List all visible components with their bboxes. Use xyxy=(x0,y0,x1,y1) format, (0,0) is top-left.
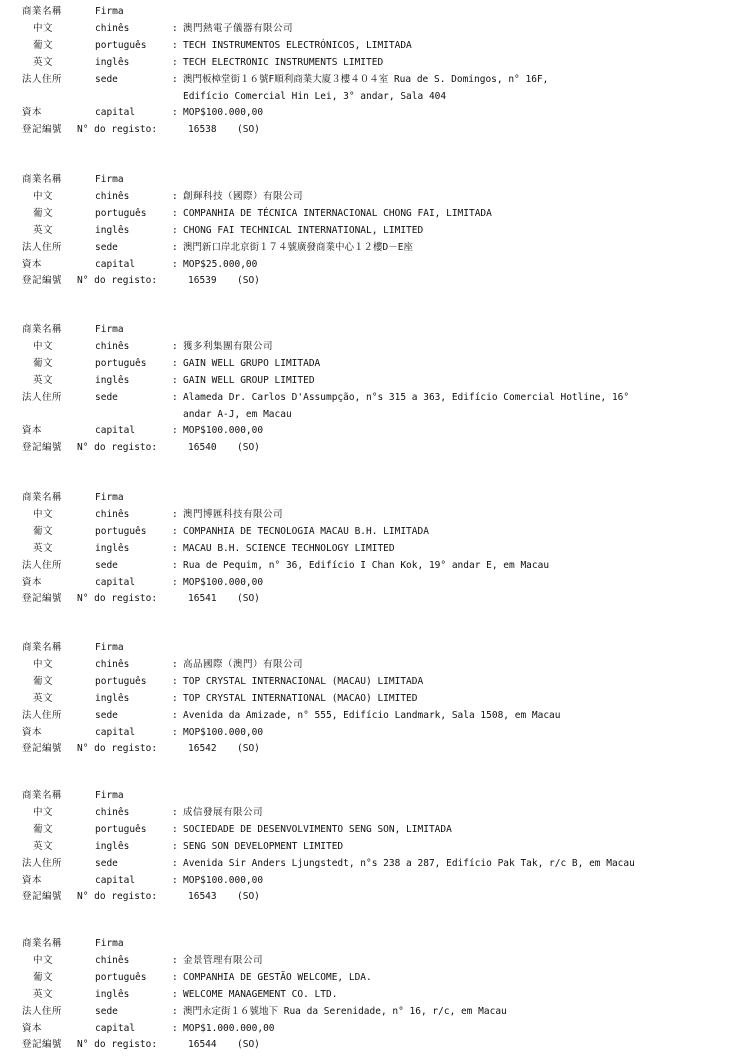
registo-row xyxy=(0,1036,742,1053)
registo-suffix: (SO) xyxy=(237,593,260,605)
registo-row xyxy=(0,590,742,607)
portuguese-name-row xyxy=(0,523,742,540)
portuguese-name-row xyxy=(0,37,742,54)
firma-label-zh: 商業名稱 xyxy=(22,492,63,503)
colon: : xyxy=(172,22,178,34)
english-name-label-zh: 英文 xyxy=(33,840,54,852)
portuguese-name-label-zh: 葡文 xyxy=(33,357,54,369)
sede-value: 澳門永定街１６號地下 Rua da Serenidade, n° 16, r/c, em Macau xyxy=(183,1005,507,1017)
sede-label-pt: sede xyxy=(95,709,118,721)
english-name-label-pt: inglês xyxy=(95,542,130,554)
portuguese-name-value: COMPANHIA DE TÉCNICA INTERNACIONAL CHONG FAI, LIMITADA xyxy=(183,207,492,219)
chinese-name-label-pt: chinês xyxy=(95,954,130,966)
colon: : xyxy=(172,391,178,403)
sede-value: Alameda Dr. Carlos D'Assumpção, n°s 315 a 363, Edifício Comercial Hotline, 16° xyxy=(183,391,630,403)
chinese-name-value: 獲多利集團有限公司 xyxy=(183,340,274,352)
registo-suffix: (SO) xyxy=(237,891,260,903)
colon: : xyxy=(172,374,178,386)
sede-label-pt: sede xyxy=(95,559,118,571)
capital-label-zh: 資本 xyxy=(22,726,43,738)
portuguese-name-label-zh: 葡文 xyxy=(33,207,54,219)
sede-label-zh: 法人住所 xyxy=(22,1005,63,1017)
capital-row xyxy=(0,1020,742,1037)
colon: : xyxy=(172,709,178,721)
registo-row xyxy=(0,439,742,456)
firma-label-pt: Firma xyxy=(95,174,124,185)
capital-label-pt: capital xyxy=(95,576,136,588)
chinese-name-value: 金景管理有限公司 xyxy=(183,954,264,966)
chinese-name-label-zh: 中文 xyxy=(33,190,54,202)
capital-label-zh: 資本 xyxy=(22,258,43,270)
colon: : xyxy=(172,190,178,202)
colon: : xyxy=(172,692,178,704)
sede-value: Avenida da Amizade, n° 555, Edifício Landmark, Sala 1508, em Macau xyxy=(183,709,561,721)
chinese-name-row xyxy=(0,506,742,523)
capital-label-pt: capital xyxy=(95,726,136,738)
capital-row xyxy=(0,256,742,273)
chinese-name-label-zh: 中文 xyxy=(33,22,54,34)
portuguese-name-value: GAIN WELL GRUPO LIMITADA xyxy=(183,357,321,369)
portuguese-name-value: COMPANHIA DE TECNOLOGIA MACAU B.H. LIMITADA xyxy=(183,525,429,537)
capital-value: MOP$100.000,00 xyxy=(183,576,264,588)
colon: : xyxy=(172,726,178,738)
sede-row xyxy=(0,707,742,724)
firma-label-pt: Firma xyxy=(95,492,124,503)
chinese-name-row xyxy=(0,188,742,205)
registo-row xyxy=(0,740,742,757)
portuguese-name-label-zh: 葡文 xyxy=(33,971,54,983)
english-name-value: CHONG FAI TECHNICAL INTERNATIONAL, LIMITED xyxy=(183,224,424,236)
english-name-row xyxy=(0,222,742,239)
sede-label-zh: 法人住所 xyxy=(22,391,63,403)
registo-number: 16540 xyxy=(188,442,217,454)
firma-label-pt: Firma xyxy=(95,324,124,335)
registo-label-pt: N° do registo: xyxy=(77,1039,158,1051)
chinese-name-value: 高品國際（澳門）有限公司 xyxy=(183,658,304,670)
sede-label-pt: sede xyxy=(95,857,118,869)
registo-label-zh: 登記編號 xyxy=(22,1039,63,1051)
colon: : xyxy=(172,508,178,520)
registo-number: 16538 xyxy=(188,124,217,136)
english-name-value: TOP CRYSTAL INTERNATIONAL (MACAO) LIMITED xyxy=(183,692,418,704)
registo-suffix: (SO) xyxy=(237,743,260,755)
chinese-name-row xyxy=(0,952,742,969)
capital-label-pt: capital xyxy=(95,1022,136,1034)
capital-value: MOP$25.000,00 xyxy=(183,258,258,270)
registo-label-zh: 登記編號 xyxy=(22,275,63,287)
sede-label-zh: 法人住所 xyxy=(22,73,63,85)
colon: : xyxy=(172,258,178,270)
capital-row xyxy=(0,422,742,439)
english-name-label-zh: 英文 xyxy=(33,692,54,704)
registo-label-pt: N° do registo: xyxy=(77,593,158,605)
firma-header-row xyxy=(0,321,742,338)
registo-row xyxy=(0,272,742,289)
firma-label-pt: Firma xyxy=(95,6,124,17)
colon: : xyxy=(172,874,178,886)
sede-label-zh: 法人住所 xyxy=(22,559,63,571)
portuguese-name-label-pt: português xyxy=(95,207,147,219)
portuguese-name-label-pt: português xyxy=(95,525,147,537)
chinese-name-value: 成信發展有限公司 xyxy=(183,806,264,818)
registo-label-pt: N° do registo: xyxy=(77,442,158,454)
sede-value: Avenida Sir Anders Ljungstedt, n°s 238 a 287, Edifício Pak Tak, r/c B, em Macau xyxy=(183,857,635,869)
colon: : xyxy=(172,823,178,835)
portuguese-name-label-zh: 葡文 xyxy=(33,39,54,51)
registo-number: 16544 xyxy=(188,1039,217,1051)
registo-label-pt: N° do registo: xyxy=(77,743,158,755)
english-name-value: GAIN WELL GROUP LIMITED xyxy=(183,374,315,386)
portuguese-name-value: COMPANHIA DE GESTÃO WELCOME, LDA. xyxy=(183,971,372,983)
registo-label-pt: N° do registo: xyxy=(77,124,158,136)
registo-label-pt: N° do registo: xyxy=(77,891,158,903)
colon: : xyxy=(172,576,178,588)
chinese-name-label-zh: 中文 xyxy=(33,658,54,670)
firma-label-zh: 商業名稱 xyxy=(22,174,63,185)
chinese-name-label-pt: chinês xyxy=(95,340,130,352)
registo-number: 16542 xyxy=(188,743,217,755)
portuguese-name-label-pt: português xyxy=(95,39,147,51)
capital-label-pt: capital xyxy=(95,258,136,270)
registo-row xyxy=(0,121,742,138)
chinese-name-row xyxy=(0,804,742,821)
chinese-name-label-pt: chinês xyxy=(95,190,130,202)
chinese-name-label-pt: chinês xyxy=(95,22,130,34)
firma-label-zh: 商業名稱 xyxy=(22,6,63,17)
capital-value: MOP$100.000,00 xyxy=(183,107,264,119)
sede-label-pt: sede xyxy=(95,73,118,85)
chinese-name-label-zh: 中文 xyxy=(33,806,54,818)
capital-value: MOP$100.000,00 xyxy=(183,425,264,437)
chinese-name-row xyxy=(0,20,742,37)
colon: : xyxy=(172,675,178,687)
portuguese-name-row xyxy=(0,673,742,690)
english-name-row xyxy=(0,838,742,855)
registo-number: 16539 xyxy=(188,275,217,287)
portuguese-name-label-pt: português xyxy=(95,357,147,369)
english-name-row xyxy=(0,690,742,707)
sede-row xyxy=(0,239,742,256)
colon: : xyxy=(172,207,178,219)
sede-label-zh: 法人住所 xyxy=(22,241,63,253)
sede-row xyxy=(0,71,742,88)
registo-label-zh: 登記編號 xyxy=(22,442,63,454)
sede-value: 澳門新口岸北京街１７４號廣發商業中心１２樓D－E座 xyxy=(183,241,413,253)
portuguese-name-label-pt: português xyxy=(95,971,147,983)
portuguese-name-value: TECH INSTRUMENTOS ELECTRÓNICOS, LIMITADA xyxy=(183,39,412,51)
capital-label-zh: 資本 xyxy=(22,576,43,588)
firma-header-row xyxy=(0,489,742,506)
capital-label-pt: capital xyxy=(95,107,136,119)
colon: : xyxy=(172,857,178,869)
colon: : xyxy=(172,559,178,571)
firma-label-pt: Firma xyxy=(95,938,124,949)
chinese-name-value: 澳門熱電子儀器有限公司 xyxy=(183,22,294,34)
english-name-value: TECH ELECTRONIC INSTRUMENTS LIMITED xyxy=(183,56,384,68)
firma-label-zh: 商業名稱 xyxy=(22,642,63,653)
registo-suffix: (SO) xyxy=(237,442,260,454)
english-name-label-zh: 英文 xyxy=(33,374,54,386)
registo-number: 16543 xyxy=(188,891,217,903)
firma-header-row xyxy=(0,171,742,188)
sede-label-zh: 法人住所 xyxy=(22,709,63,721)
colon: : xyxy=(172,39,178,51)
english-name-label-pt: inglês xyxy=(95,692,130,704)
english-name-row xyxy=(0,54,742,71)
portuguese-name-row xyxy=(0,355,742,372)
firma-header-row xyxy=(0,639,742,656)
sede-value: Edifício Comercial Hin Lei, 3° andar, Sala 404 xyxy=(183,90,447,102)
english-name-label-zh: 英文 xyxy=(33,224,54,236)
registo-label-zh: 登記編號 xyxy=(22,743,63,755)
registo-label-zh: 登記編號 xyxy=(22,593,63,605)
registo-row xyxy=(0,888,742,905)
portuguese-name-label-zh: 葡文 xyxy=(33,675,54,687)
chinese-name-row xyxy=(0,656,742,673)
sede-label-pt: sede xyxy=(95,1005,118,1017)
chinese-name-value: 澳門博匯科技有限公司 xyxy=(183,508,284,520)
firma-header-row xyxy=(0,3,742,20)
colon: : xyxy=(172,357,178,369)
colon: : xyxy=(172,954,178,966)
capital-row xyxy=(0,724,742,741)
portuguese-name-label-zh: 葡文 xyxy=(33,525,54,537)
chinese-name-label-zh: 中文 xyxy=(33,340,54,352)
firma-label-zh: 商業名稱 xyxy=(22,324,63,335)
portuguese-name-value: SOCIEDADE DE DESENVOLVIMENTO SENG SON, LIMITADA xyxy=(183,823,452,835)
firma-label-zh: 商業名稱 xyxy=(22,938,63,949)
sede-value: andar A-J, em Macau xyxy=(183,408,292,420)
registo-label-zh: 登記編號 xyxy=(22,124,63,136)
registo-suffix: (SO) xyxy=(237,1039,260,1051)
colon: : xyxy=(172,658,178,670)
sede-value: Rua de Pequim, n° 36, Edifício I Chan Kok, 19° andar E, em Macau xyxy=(183,559,550,571)
sede-label-zh: 法人住所 xyxy=(22,857,63,869)
english-name-value: WELCOME MANAGEMENT CO. LTD. xyxy=(183,988,338,1000)
chinese-name-label-pt: chinês xyxy=(95,658,130,670)
colon: : xyxy=(172,1022,178,1034)
portuguese-name-label-pt: português xyxy=(95,675,147,687)
capital-label-zh: 資本 xyxy=(22,107,43,119)
portuguese-name-label-zh: 葡文 xyxy=(33,823,54,835)
capital-row xyxy=(0,574,742,591)
sede-row xyxy=(0,855,742,872)
english-name-row xyxy=(0,540,742,557)
colon: : xyxy=(172,73,178,85)
colon: : xyxy=(172,340,178,352)
chinese-name-label-zh: 中文 xyxy=(33,954,54,966)
capital-label-pt: capital xyxy=(95,425,136,437)
capital-row xyxy=(0,104,742,121)
sede-continuation-row xyxy=(0,406,742,423)
english-name-value: SENG SON DEVELOPMENT LIMITED xyxy=(183,840,344,852)
portuguese-name-value: TOP CRYSTAL INTERNACIONAL (MACAU) LIMITADA xyxy=(183,675,424,687)
english-name-label-pt: inglês xyxy=(95,374,130,386)
registo-suffix: (SO) xyxy=(237,275,260,287)
capital-label-pt: capital xyxy=(95,874,136,886)
colon: : xyxy=(172,988,178,1000)
chinese-name-label-pt: chinês xyxy=(95,806,130,818)
capital-row xyxy=(0,872,742,889)
sede-value: 澳門板樟堂街１６號F順利商業大廈３樓４０４室 Rua de S. Domingos, n° 16F, xyxy=(183,73,549,85)
chinese-name-value: 創輝科技（國際）有限公司 xyxy=(183,190,304,202)
chinese-name-row xyxy=(0,338,742,355)
sede-continuation-row xyxy=(0,88,742,105)
registo-label-pt: N° do registo: xyxy=(77,275,158,287)
english-name-row xyxy=(0,986,742,1003)
firma-label-zh: 商業名稱 xyxy=(22,790,63,801)
english-name-label-zh: 英文 xyxy=(33,542,54,554)
chinese-name-label-zh: 中文 xyxy=(33,508,54,520)
chinese-name-label-pt: chinês xyxy=(95,508,130,520)
english-name-label-pt: inglês xyxy=(95,988,130,1000)
sede-label-pt: sede xyxy=(95,391,118,403)
english-name-label-pt: inglês xyxy=(95,224,130,236)
colon: : xyxy=(172,806,178,818)
colon: : xyxy=(172,425,178,437)
portuguese-name-row xyxy=(0,821,742,838)
capital-label-zh: 資本 xyxy=(22,425,43,437)
capital-value: MOP$100.000,00 xyxy=(183,726,264,738)
capital-label-zh: 資本 xyxy=(22,874,43,886)
colon: : xyxy=(172,56,178,68)
registo-number: 16541 xyxy=(188,593,217,605)
capital-value: MOP$1.000.000,00 xyxy=(183,1022,275,1034)
colon: : xyxy=(172,107,178,119)
registo-suffix: (SO) xyxy=(237,124,260,136)
firma-header-row xyxy=(0,935,742,952)
capital-value: MOP$100.000,00 xyxy=(183,874,264,886)
firma-header-row xyxy=(0,787,742,804)
colon: : xyxy=(172,241,178,253)
colon: : xyxy=(172,224,178,236)
english-name-label-zh: 英文 xyxy=(33,56,54,68)
sede-row xyxy=(0,1003,742,1020)
colon: : xyxy=(172,1005,178,1017)
english-name-label-pt: inglês xyxy=(95,840,130,852)
registo-label-zh: 登記編號 xyxy=(22,891,63,903)
colon: : xyxy=(172,971,178,983)
portuguese-name-label-pt: português xyxy=(95,823,147,835)
english-name-label-zh: 英文 xyxy=(33,988,54,1000)
firma-label-pt: Firma xyxy=(95,790,124,801)
sede-row xyxy=(0,389,742,406)
colon: : xyxy=(172,840,178,852)
english-name-row xyxy=(0,372,742,389)
english-name-label-pt: inglês xyxy=(95,56,130,68)
firma-label-pt: Firma xyxy=(95,642,124,653)
colon: : xyxy=(172,542,178,554)
sede-label-pt: sede xyxy=(95,241,118,253)
colon: : xyxy=(172,525,178,537)
portuguese-name-row xyxy=(0,205,742,222)
portuguese-name-row xyxy=(0,969,742,986)
sede-row xyxy=(0,557,742,574)
english-name-value: MACAU B.H. SCIENCE TECHNOLOGY LIMITED xyxy=(183,542,395,554)
capital-label-zh: 資本 xyxy=(22,1022,43,1034)
